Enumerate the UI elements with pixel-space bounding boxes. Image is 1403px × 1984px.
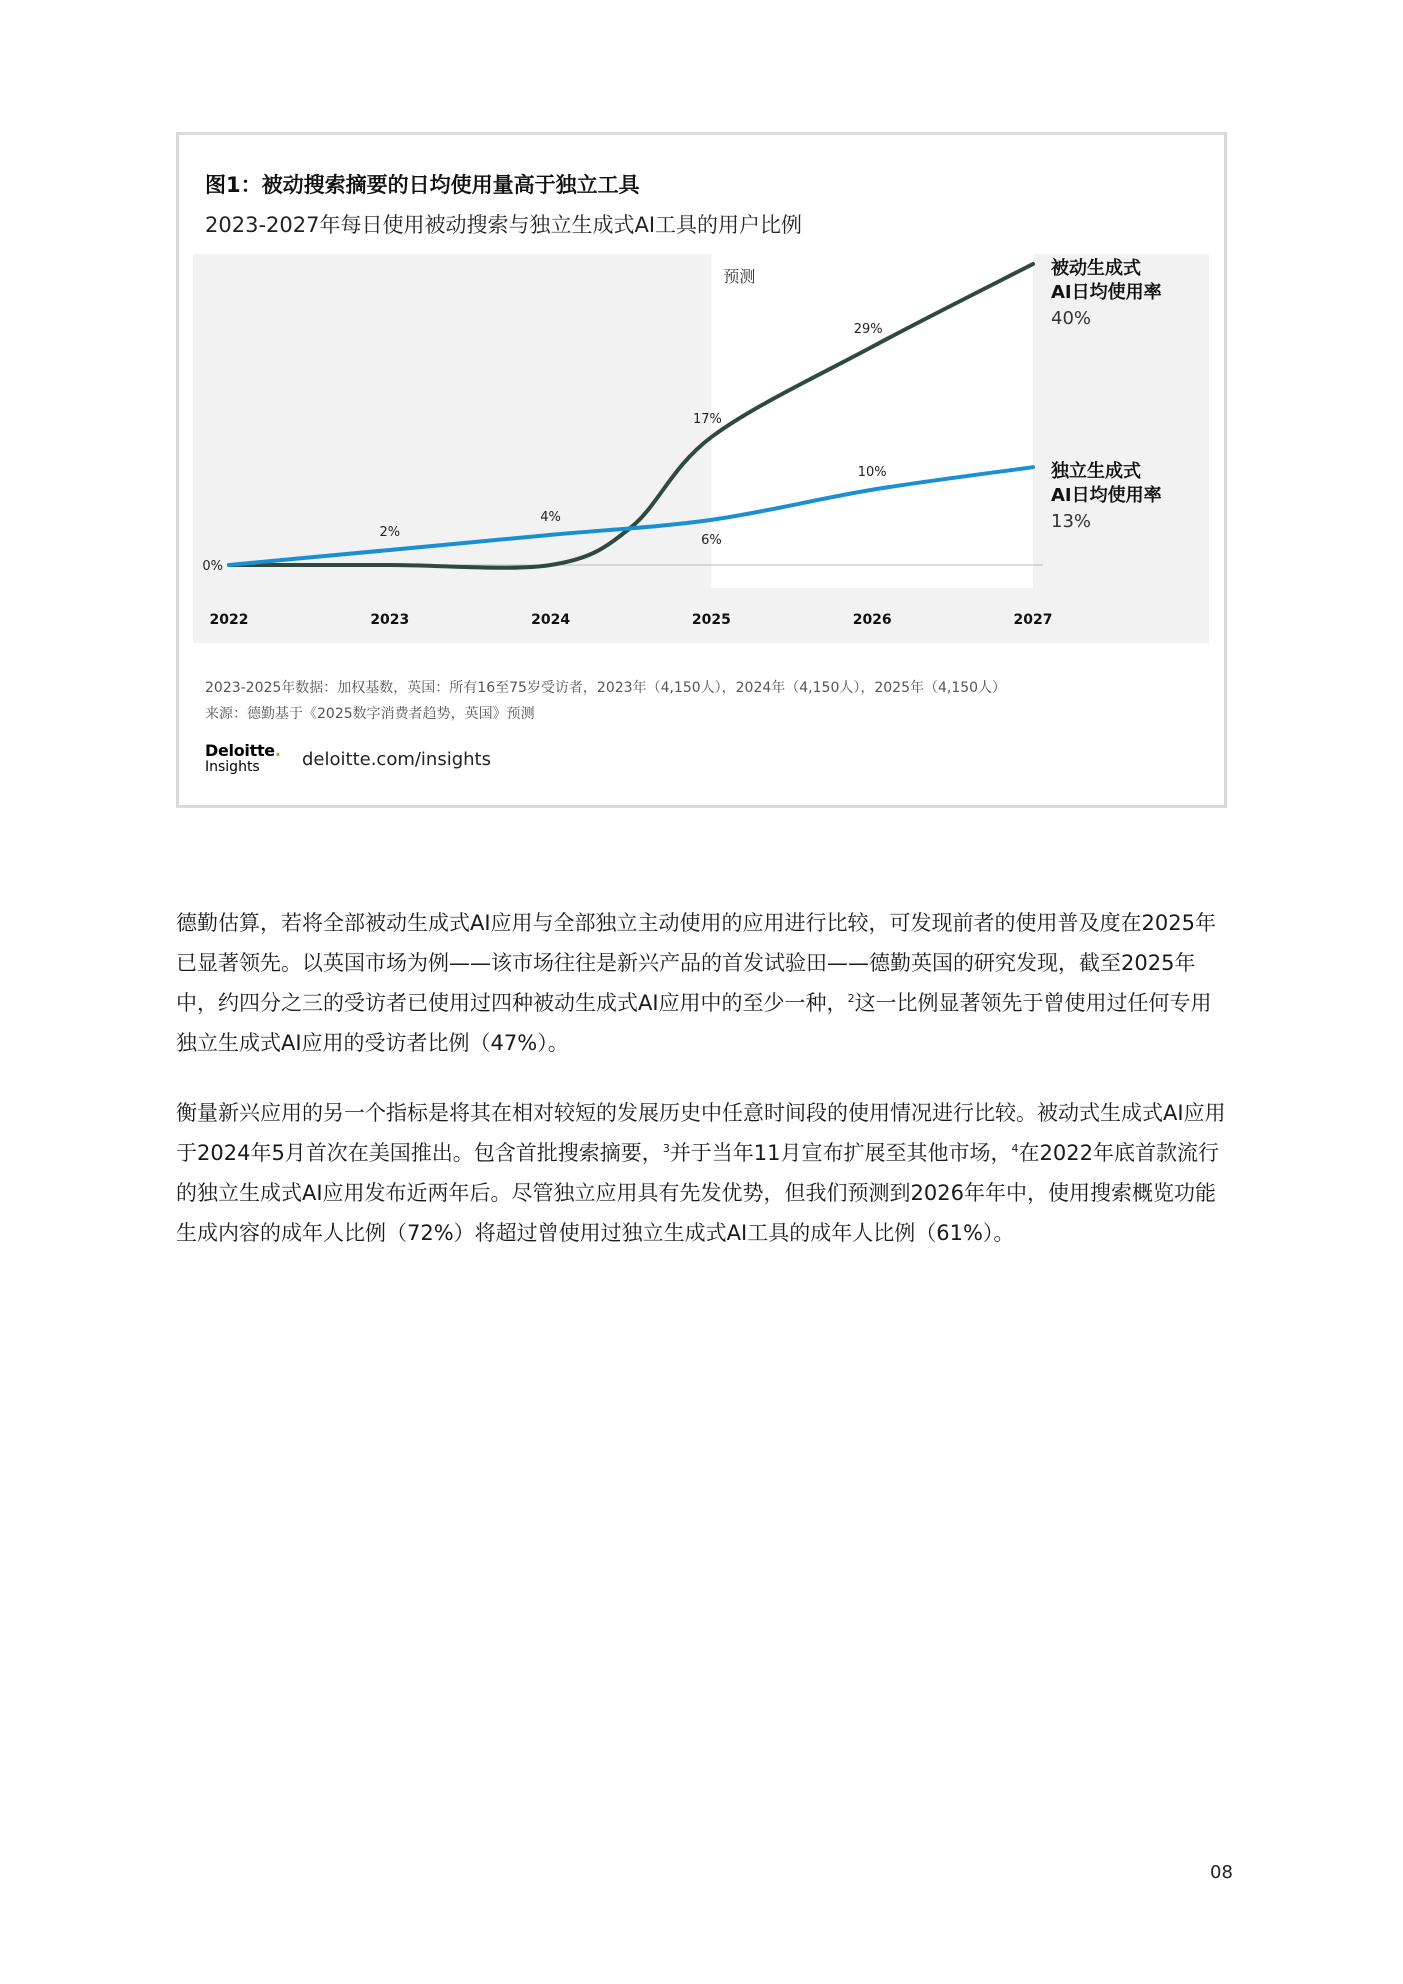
- p1-text-a: 德勤估算，若将全部被动生成式AI应用与全部独立主动使用的应用进行比较，可发现前者的使用普及度在2025年已显著领先。以英国市场为例——该市场往往是新兴产品的首发试验田——德勤英国的研究发现，截至2025年中，约四分之三的受访者已使用过四种被动生成式AI应用中的至少一种，: [176, 911, 1216, 1015]
- data-label-0-1: 29%: [853, 321, 883, 337]
- deloitte-logo: [205, 743, 281, 775]
- paragraph-1: [176, 903, 1227, 1063]
- data-label-1-2: 6%: [701, 532, 722, 548]
- footnote-ref-2[interactable]: 2: [847, 992, 855, 1005]
- data-label-1-1: 4%: [540, 509, 561, 525]
- figure-title: 图1：被动搜索摘要的日均使用量高于独立工具: [205, 173, 640, 197]
- figure-box: [176, 132, 1227, 808]
- note-source: 来源：德勤基于《2025数字消费者趋势，英国》预测: [205, 706, 535, 722]
- paragraph-2: [176, 1093, 1227, 1253]
- p2-text-a: 衡量新兴应用的另一个指标是将其在相对较短的发展历史中任意时间段的使用情况进行比较。被动式生成式AI应用于2024年5月首次在美国推出。包含首批搜索摘要，: [176, 1101, 1226, 1165]
- p1-text-b: 这一比例显著领先于曾使用过任何专用独立生成式AI应用的受访者比例（47%）。: [176, 991, 1212, 1055]
- logo-sub: Insights: [205, 759, 260, 775]
- footnote-ref-4[interactable]: 4: [1011, 1142, 1019, 1155]
- p2-text-b: 并于当年11月宣布扩展至其他市场，: [669, 1141, 1012, 1165]
- legend-end-value-1: 13%: [1051, 511, 1092, 533]
- insights-link[interactable]: deloitte.com/insights: [302, 749, 491, 770]
- p2-text-c: 在2022年底首款流行的独立生成式AI应用发布近两年后。尽管独立应用具有先发优势，但我们预测到2026年年中，使用搜索概览功能生成内容的成年人比例（72%）将超过曾使用过独立生成式AI工具的成年人比例（61%）。: [176, 1141, 1219, 1245]
- figure-subtitle: 2023-2027年每日使用被动搜索与独立生成式AI工具的用户比例: [205, 213, 803, 237]
- chart-svg: [193, 254, 1209, 643]
- page-number: 08: [1210, 1862, 1233, 1883]
- x-tick-2022: 2022: [209, 612, 249, 628]
- x-tick-2023: 2023: [370, 612, 410, 628]
- logo-name: Deloitte: [205, 741, 275, 760]
- data-label-1-3: 10%: [857, 464, 887, 480]
- line-chart: [193, 254, 1209, 643]
- legend-name-line1-0: 被动生成式: [1051, 258, 1141, 279]
- figure-note: [205, 675, 1006, 727]
- x-tick-2027: 2027: [1013, 612, 1053, 628]
- forecast-band: [711, 254, 1033, 588]
- note-base: 2023-2025年数据：加权基数，英国：所有16至75岁受访者，2023年（4,150人），2024年（4,150人），2025年（4,150人）: [205, 680, 1007, 696]
- data-label-0-0: 17%: [692, 412, 722, 428]
- x-tick-2024: 2024: [531, 612, 571, 628]
- legend-name-line1-1: 独立生成式: [1051, 461, 1141, 483]
- legend-name-line2-1: AI日均使用率: [1051, 485, 1162, 507]
- data-label-1-0: 2%: [379, 524, 401, 540]
- footnote-ref-3[interactable]: 3: [662, 1142, 670, 1155]
- x-tick-2026: 2026: [852, 612, 892, 628]
- legend-end-value-0: 40%: [1051, 308, 1092, 329]
- forecast-label: 预测: [723, 267, 756, 286]
- legend-name-line2-0: AI日均使用率: [1051, 282, 1162, 303]
- logo-dot: .: [274, 741, 281, 760]
- x-tick-2025: 2025: [691, 612, 731, 628]
- baseline-label: 0%: [202, 559, 223, 574]
